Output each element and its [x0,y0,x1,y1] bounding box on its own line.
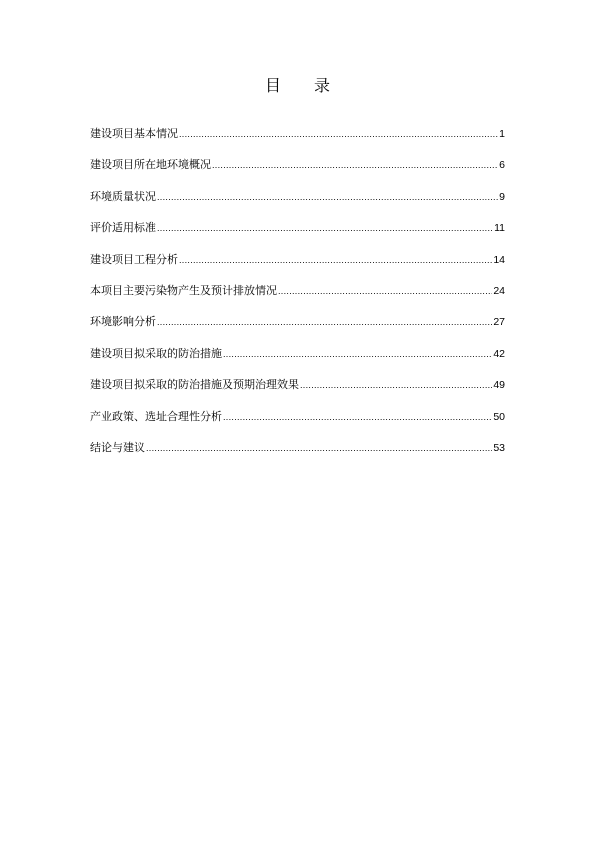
toc-entry-page-number: 9 [499,190,505,203]
toc-entry[interactable] [90,220,505,251]
table-of-contents [90,126,505,471]
toc-leader-dots [157,314,492,330]
toc-entry-page-number: 14 [493,253,505,266]
toc-entry-label: 建设项目拟采取的防治措施 [90,346,222,360]
toc-leader-dots [179,252,492,268]
toc-entry-page-number: 49 [493,379,505,392]
toc-leader-dots [179,126,498,142]
toc-entry-label: 产业政策、选址合理性分析 [90,409,222,423]
toc-entry-label: 环境质量状况 [90,189,156,203]
toc-entry-page-number: 11 [494,222,505,235]
toc-leader-dots [157,220,493,236]
toc-entry-label: 建设项目工程分析 [90,252,178,266]
toc-leader-dots [223,409,492,425]
toc-entry[interactable] [90,126,505,157]
toc-leader-dots [157,189,498,205]
toc-entry[interactable] [90,346,505,377]
toc-entry-page-number: 53 [493,441,505,454]
toc-leader-dots [146,440,492,456]
toc-entry-label: 环境影响分析 [90,315,156,329]
toc-entry-label: 建设项目拟采取的防治措施及预期治理效果 [90,378,299,392]
toc-entry-label: 建设项目所在地环境概况 [90,158,211,172]
toc-entry-page-number: 27 [493,316,505,329]
toc-entry[interactable] [90,189,505,220]
toc-leader-dots [212,157,498,173]
toc-entry-page-number: 42 [493,347,505,360]
page-title: 目 录 [264,76,345,95]
toc-entry[interactable] [90,409,505,440]
toc-entry[interactable] [90,283,505,314]
toc-entry-page-number: 24 [493,284,505,297]
toc-entry[interactable] [90,252,505,283]
toc-entry-label: 建设项目基本情况 [90,127,178,140]
toc-entry-page-number: 50 [493,410,505,423]
toc-entry[interactable] [90,377,505,408]
toc-entry-label: 本项目主要污染物产生及预计排放情况 [90,283,277,297]
toc-entry[interactable] [90,440,505,471]
toc-leader-dots [223,346,492,362]
toc-leader-dots [300,377,492,393]
toc-entry-page-number: 1 [499,128,505,140]
toc-entry-page-number: 6 [499,159,505,172]
toc-entry[interactable] [90,314,505,345]
toc-entry-label: 评价适用标准 [90,221,156,235]
toc-entry[interactable] [90,157,505,188]
toc-leader-dots [278,283,492,299]
toc-entry-label: 结论与建议 [90,440,145,454]
